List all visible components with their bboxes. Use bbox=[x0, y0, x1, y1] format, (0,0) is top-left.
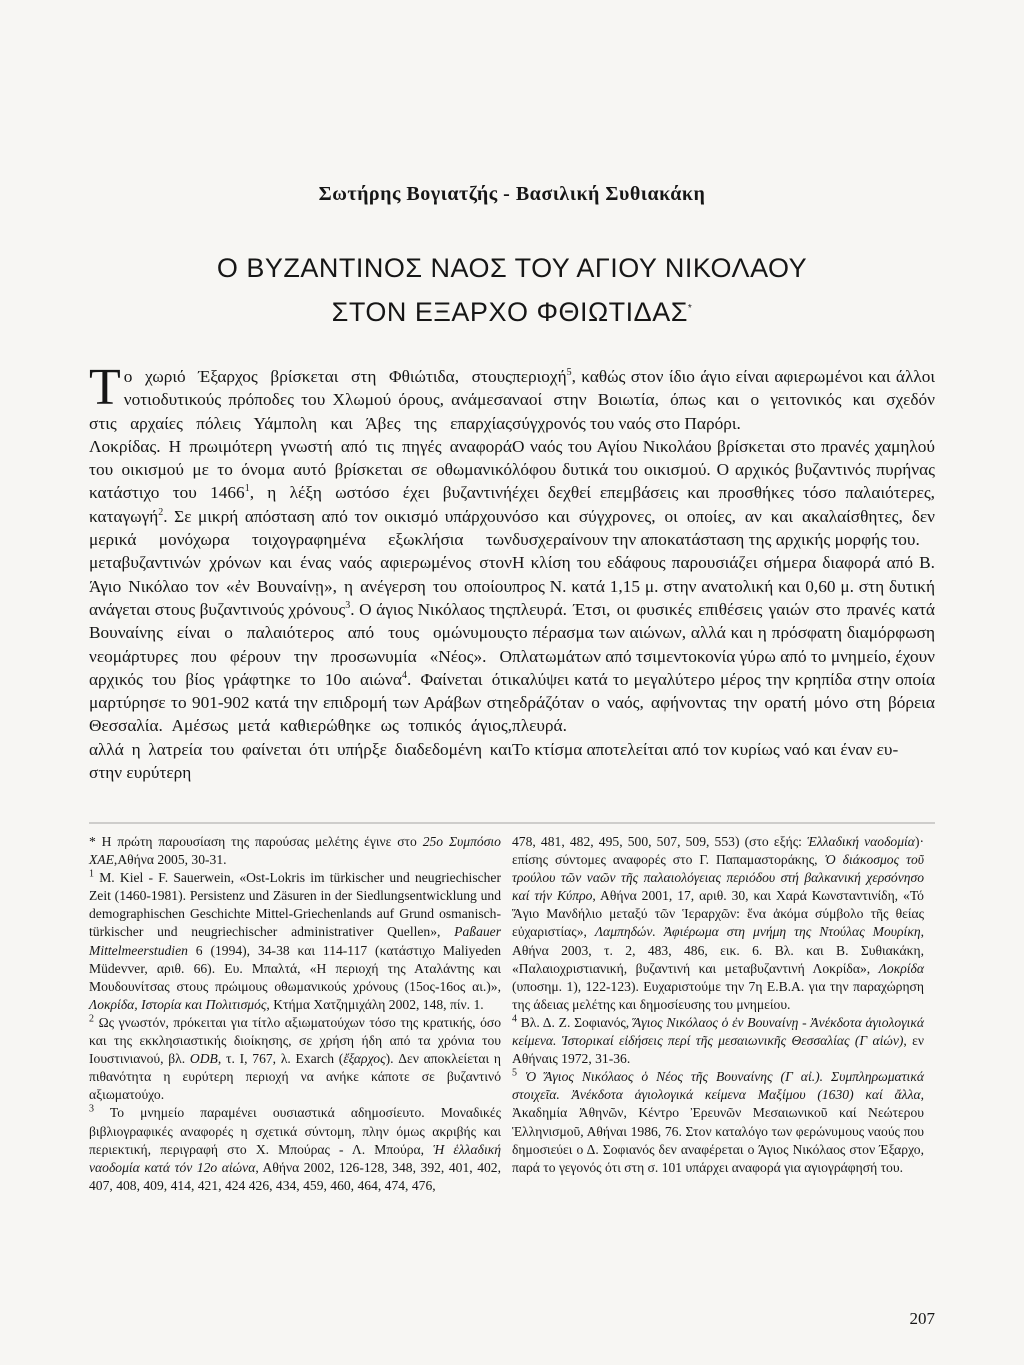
title-line-2 bbox=[0, 290, 1024, 334]
fn-4-text: Βλ. Δ. Ζ. Σοφιανός, bbox=[517, 1014, 633, 1030]
footnotes-left bbox=[89, 833, 501, 1195]
fn-4-italic: Ἅγιος Νικόλαος ὁ ἐν Βουναίνῃ - Ἀνέκδοτα ἁγιολογικά κείμενα. Ἱστορικαί εἰδήσεις περί τῆς μεσαιωνικῆς Θεσσαλίας (Γ αἰών) bbox=[512, 1014, 924, 1049]
fn-3c-text-4: , Αθήνα 2003, τ. 2, 483, 486, εικ. 6. Βλ. και Β. Συθιακάκη, «Παλαιοχριστιανική, βυζαντινή και μεταβυζαντινή Λοκρίδα», bbox=[512, 924, 924, 976]
fn-2-text: Ως γνωστόν, πρόκειται για τίτλο αξιωματούχων τόσο της κρατικής, όσο και της εκκλησιαστικής διοίκησης, σε χρήση ήδη από τα χρόνια του Ιουστινιανού, βλ. bbox=[89, 1014, 501, 1067]
footnote-ref-3[interactable]: 3 bbox=[345, 600, 351, 612]
fn-3c-text: 478, 481, 482, 495, 500, 507, 509, 553) (στο εξής: bbox=[512, 834, 808, 849]
fn-3c-text-3: , Αθήνα 2001, 17, αριθ. 30, και Χαρά Κωνσταντινίδη, «Τό Ἅγιο Μανδήλιο μεταξύ τῶν Ἱεραρχῶν: ἕνα ἀκόμα σύμβολο τῆς θείας εὐχαριστίας», bbox=[512, 888, 924, 940]
fn-3-text: Το μνημείο παραμένει ουσιαστικά αδημοσίευτο. Μοναδικές βιβλιογραφικές αναφορές η σχετικά σύντομη, πλην όμως ακριβής και περιεκτική, περιγραφή στο Χ. Μπούρας - Λ. Μπούρα, bbox=[89, 1105, 501, 1157]
fn-4-text-2: , εν Αθήναις 1972, 31-36. bbox=[512, 1033, 924, 1067]
footnote-4 bbox=[512, 1014, 924, 1068]
fn-1-italic-2: Λοκρίδα, Ιστορία και Πολιτισμός bbox=[89, 996, 267, 1012]
fn-2-text-2: , τ. Ι, 767, λ. Exarch ( bbox=[217, 1051, 344, 1067]
footnote-ref-1[interactable]: 1 bbox=[244, 483, 250, 495]
fn-1-italic: Paßauer Mittelmeerstudien bbox=[89, 924, 501, 958]
fn-3-number: 3 bbox=[89, 1103, 94, 1115]
fn-1-text-2: 6 (1994), 34-38 και 114-117 (κατάστιχο Maliyeden Müdevver, αριθ. 66). Ευ. Μπαλτά, «Η περιοχή της Αταλάντης και Μουδουνίτσας στους πρώιμους οθωμανικούς χρόνους (15ος-16ος αι.)», bbox=[89, 942, 501, 994]
title-footnote-mark: * bbox=[687, 303, 693, 314]
fn-2-text-3: ). Δεν αποκλείεται η πιθανότητα η ευρύτερη περιοχή να ανήκε κάποτε σε βυζαντινό αξιωματούχο. bbox=[89, 1051, 501, 1103]
intro-text-3: . Σε μικρή απόσταση από τον οικισμό υπάρχουν μερικά μονόχωρα τοιχογραφημένα εξωκλήσια των μεταβυζαντινών χρόνων και ένας ναός αφιερωμένος στον Άγιο Νικόλαο τον «ἐν Βουναίνῃ», η ανέγερση του οποίου ανάγεται στους βυζαντινούς χρόνους bbox=[89, 506, 512, 619]
fn-4-number: 4 bbox=[512, 1013, 517, 1025]
footnote-3-continued bbox=[512, 833, 924, 1014]
fn-2-italic-2: ἔξαρχος bbox=[343, 1051, 386, 1067]
drop-cap: Τ bbox=[89, 359, 121, 416]
article-title bbox=[0, 246, 1024, 334]
fn-3c-italic: Ἑλλαδική ναοδομία bbox=[807, 834, 915, 849]
fn-5-text: , Ἀκαδημία Ἀθηνῶν, Κέντρο Ἐρευνῶν Μεσαιωνικοῦ καί Νεώτερου Ἑλληνισμοῦ, Αθήναι 1986, 76. Στον καταλόγο των φερώνυμους ναούς που δημοσιεύει ο Δ. Σοφιανός δεν αναφέρεται ο Άγιος Νικόλαος στον Έξαρχο, παρά το γεγονός ότι στη σ. 101 υπάρχει αναφορά για αγιογράφησή του. bbox=[512, 1087, 924, 1175]
fn-3c-text-2: )· επίσης σύντομες αναφορές στο Γ. Παπαμαστοράκης, bbox=[512, 834, 924, 868]
fn-1-text: M. Kiel - F. Sauerwein, «Ost-Lokris im türkischer und neugriechischer Zeit (1460-1981). Persistenz und Zäsuren in der Siedlungsentwicklung und demographischen Geschichte Mittel-Griechenlands auf Grund osmanisch-türkischer und neugriechischer administrativer Quellen», bbox=[89, 870, 501, 940]
body-column-left bbox=[89, 359, 513, 784]
fn-3c-text-5: (υποσημ. 1), 122-123). Ευχαριστούμε την 7η Ε.Β.Α. για την παραχώρηση της άδειας μελέτης και δημοσίευσης του μνημείου. bbox=[512, 978, 924, 1012]
continuation-paragraph bbox=[512, 365, 935, 435]
fn-3c-italic-4: Λοκρίδα bbox=[878, 960, 924, 976]
intro-paragraph bbox=[89, 359, 513, 784]
footnote-5 bbox=[512, 1068, 924, 1177]
footnote-ref-2[interactable]: 2 bbox=[158, 507, 164, 519]
fn-1-text-3: , Κτήμα Χατζημιχάλη 2002, 148, πίν. 1. bbox=[266, 996, 484, 1012]
footnote-3 bbox=[89, 1104, 501, 1194]
footnote-2 bbox=[89, 1014, 501, 1104]
footnote-divider bbox=[89, 822, 935, 824]
intro-text-5: . Φαίνεται ότι μαρτύρησε το 901-902 κατά την επιδρομή των Αράβων στη Θεσσαλία. Αμέσως μετά καθιερώθηκε ως τοπικός άγιος, αλλά η λατρεία του φαίνεται ότι υπήρξε διαδεδομένη και στην ευρύτερη bbox=[89, 669, 512, 783]
fn-3c-italic-3: Λαμπηδών. Ἀφιέρωμα στη μνήμη της Ντούλας Μουρίκη bbox=[594, 924, 921, 940]
intro-text-4: . Ο άγιος Νικόλαος της Βουναίνης είναι ο παλαιότερος από τους ομώνυμους νεομάρτυρες που φέρουν την προσωνυμία «Νέος». Ο αρχικός του βίος γράφτηκε το 10ο αιώνα bbox=[89, 599, 512, 689]
fn-3-italic: Ἡ ἑλλαδική ναοδομία κατά τόν 12ο αἰώνα bbox=[89, 1141, 501, 1175]
fn-1-number: 1 bbox=[89, 868, 94, 880]
article-authors: Σωτήρης Βογιατζής - Βασιλική Συθιακάκη bbox=[318, 183, 706, 205]
intro-text-1: ο χωριό Έξαρχος βρίσκεται στη Φθιώτιδα, στους νοτιοδυτικούς πρόποδες του Χλωμού όρους, ανάμεσα στις αρχαίες πόλεις Υάμπολη και Άβες της επαρχίας Λοκρίδας. Η πρωιμότερη γνωστή από τις πηγές αναφορά του οικισμού με το όνομα αυτό βρίσκεται σε οθωμανικό κατάστιχο του 1466 bbox=[89, 367, 512, 503]
title-line-1: Ο ΒΥΖΑΝΤΙΝΟΣ ΝΑΟΣ ΤΟΥ ΑΓΙΟΥ ΝΙΚΟΛΑΟΥ bbox=[216, 253, 808, 283]
title-line-2-text: ΣΤΟΝ ΕΞΑΡΧΟ ΦΘΙΩΤΙΔΑΣ bbox=[331, 297, 688, 327]
fn-5-italic: Ὁ Ἅγιος Νικόλαος ὁ Νέος τῆς Βουναίνης (Γ αἰ.). Συμπληρωματικά στοιχεῖα. Ἀνέκδοτα ἁγιολογικά κείμενα Μαξίμου (1630) καί ἄλλα bbox=[512, 1069, 924, 1103]
page-number: 207 bbox=[909, 1309, 935, 1328]
fn-3-text-2: , Αθήνα 2002, 126-128, 348, 392, 401, 402, 407, 408, 409, 414, 421, 424 426, 434, 459, 460, 464, 474, 476, bbox=[89, 1159, 501, 1193]
footnotes-right bbox=[512, 833, 924, 1177]
fn-star-text: * Η πρώτη παρουσίαση της παρούσας μελέτης έγινε στο bbox=[89, 834, 423, 849]
footnote-ref-4[interactable]: 4 bbox=[401, 670, 407, 682]
intro-text-2: , η λέξη ωστόσο έχει βυζαντινή καταγωγή bbox=[89, 483, 513, 526]
footnote-ref-5[interactable]: 5 bbox=[566, 367, 572, 379]
fn-2-italic: ODB bbox=[189, 1051, 218, 1067]
fn-star-text-2: ,Αθήνα 2005, 30-31. bbox=[113, 852, 227, 868]
footnote-star bbox=[89, 833, 501, 869]
paragraph-terrain: Η κλίση του εδάφους παρουσιάζει σήμερα διαφορά από Β. προς Ν. κατά 1,15 μ. στην ανατολική και 0,60 μ. στη δυτική πλευρά. Έτσι, οι φυσικές επιθέσεις γαιών στο πρανές κατά το πέρασμα των αιώνων, αλλά και η πρόσφατη διαμόρφωση πλατωμάτων από τσιμεντοκονία γύρω από το μνημείο, έχουν καλύψει κατά το μεγαλύτερο μέρος την κρηπίδα στην οποία εδράζόταν ο ναός, αφήνοντας την ορατή μόνο στη βόρεια πλευρά. bbox=[512, 553, 935, 736]
paragraph-building: Το κτίσμα αποτελείται από τον κυρίως ναό και έναν ευ- bbox=[512, 739, 899, 759]
cont-text-1: περιοχή bbox=[512, 367, 567, 386]
fn-3c-italic-2: Ὁ διάκοσμος τοῦ τρούλου τῶν ναῶν τῆς παλαιολόγειας περιόδου στή βαλκανική χερσόνησο καί τήν Κύπρο bbox=[512, 852, 924, 904]
fn-star-italic: 25ο Συμπόσιο ΧΑΕ bbox=[89, 834, 501, 868]
body-column-right bbox=[512, 365, 935, 761]
fn-5-number: 5 bbox=[512, 1067, 517, 1079]
paragraph-location: Ο ναός του Αγίου Νικολάου βρίσκεται στο πρανές χαμηλού λόφου δυτικά του οικισμού. Ο αρχικός βυζαντινός πυρήνας έχει δεχθεί επεμβάσεις και προσθήκες τόσο παλαιότερες, όσο και σύγχρονες, οι οποίες, αν και ακαλαίσθητες, δεν δυσχεραίνουν την αποκατάσταση της αρχικής μορφής του. bbox=[512, 436, 935, 550]
footnote-1 bbox=[89, 869, 501, 1014]
fn-2-number: 2 bbox=[89, 1013, 94, 1025]
cont-text-2: , καθώς στον ίδιο άγιο είναι αφιερωμένοι και άλλοι ναοί στην Βοιωτία, όπως και ο γειτονικός και σχεδόν σύγχρονός του ναός στο Παρόρι. bbox=[512, 367, 935, 433]
